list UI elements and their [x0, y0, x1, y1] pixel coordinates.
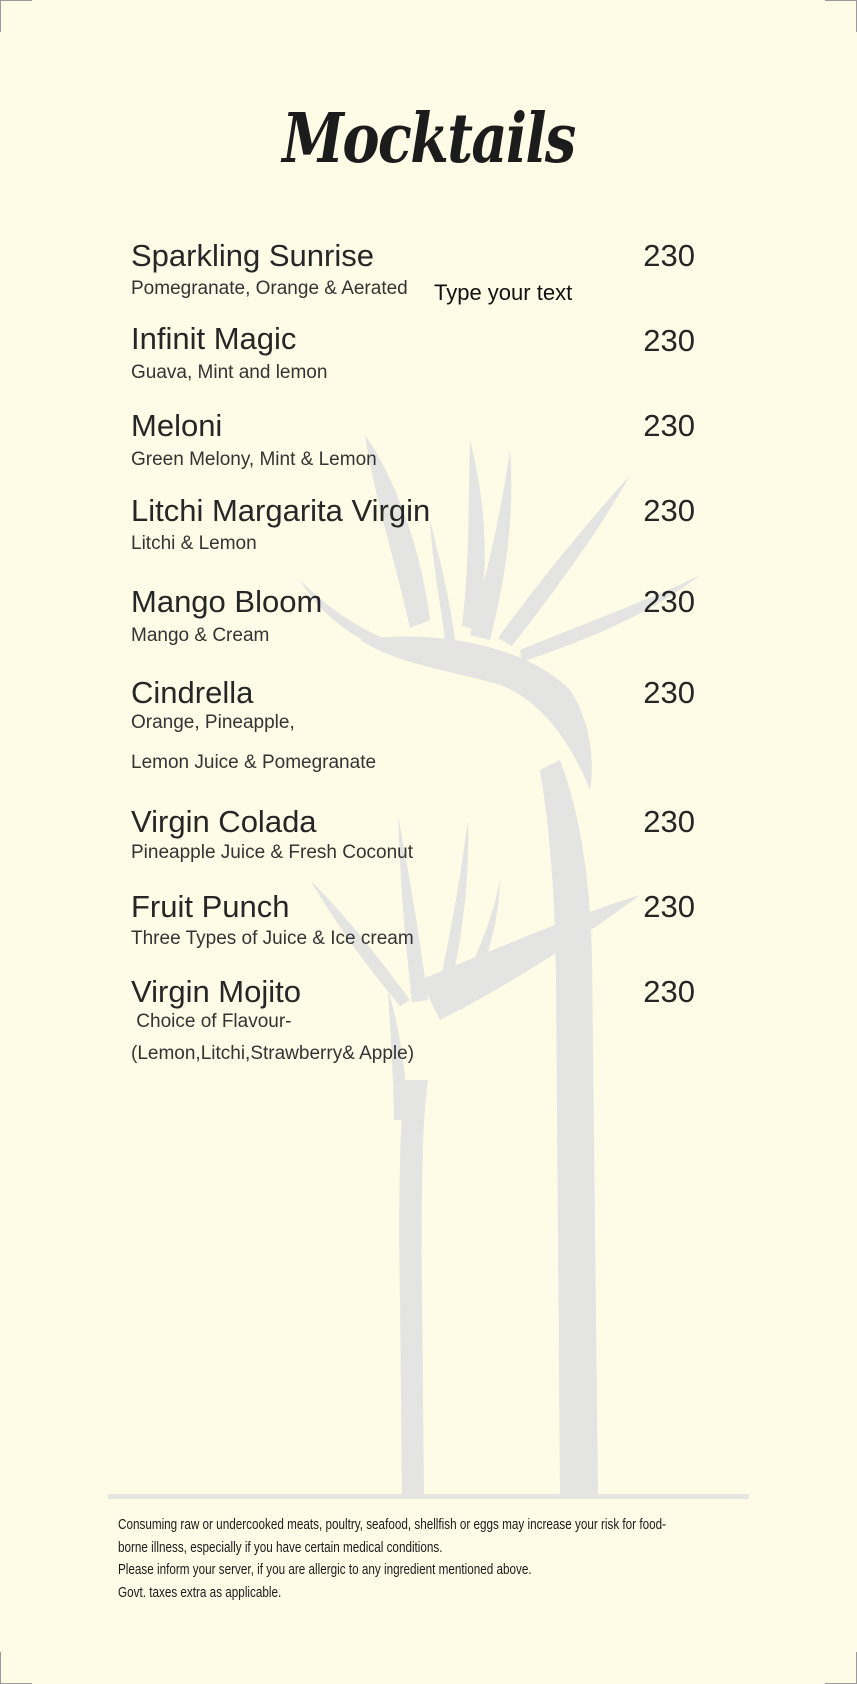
item-name: Virgin Colada	[131, 804, 317, 839]
item-price: 230	[643, 889, 695, 924]
item-description: Guava, Mint and lemon	[131, 362, 328, 383]
disclaimer-line: Please inform your server, if you are allergic to any ingredient mentioned above.	[118, 1561, 532, 1578]
item-price: 230	[643, 493, 695, 528]
menu-item	[131, 586, 695, 646]
item-name: Litchi Margarita Virgin	[131, 493, 431, 528]
item-name: Sparkling Sunrise	[131, 238, 374, 273]
item-name: Fruit Punch	[131, 889, 290, 924]
item-price: 230	[643, 238, 695, 273]
item-name: Mango Bloom	[131, 584, 323, 619]
item-description: (Lemon,Litchi,Strawberry& Apple)	[131, 1043, 415, 1064]
item-description: Mango & Cream	[131, 625, 270, 646]
item-description: Choice of Flavour-	[131, 1011, 292, 1032]
item-price: 230	[643, 974, 695, 1009]
menu-item	[131, 323, 695, 383]
menu-item	[131, 976, 695, 1066]
item-description: Three Types of Juice & Ice cream	[131, 928, 414, 949]
menu-item	[131, 891, 695, 951]
item-description: Pineapple Juice & Fresh Coconut	[131, 842, 413, 863]
item-description: Pomegranate, Orange & Aerated	[131, 278, 408, 299]
item-price: 230	[643, 584, 695, 619]
disclaimer-line: borne illness, especially if you have certain medical conditions.	[118, 1538, 443, 1556]
item-description: Orange, Pineapple,	[131, 712, 295, 733]
placeholder-text-box: Type your text	[434, 280, 573, 305]
footer-disclaimer	[118, 1514, 758, 1604]
disclaimer-line: Consuming raw or undercooked meats, poultry, seafood, shellfish or eggs may increase your risk for food-	[118, 1516, 666, 1533]
item-price: 230	[643, 408, 695, 443]
item-name: Meloni	[131, 408, 223, 443]
item-description: Litchi & Lemon	[131, 533, 257, 554]
menu-item	[131, 410, 695, 470]
item-name: Infinit Magic	[131, 321, 297, 356]
item-name: Cindrella	[131, 675, 254, 710]
item-description: Green Melony, Mint & Lemon	[131, 449, 377, 470]
disclaimer-line: Govt. taxes extra as applicable.	[118, 1583, 282, 1601]
item-description: Lemon Juice & Pomegranate	[131, 752, 377, 773]
item-price: 230	[643, 323, 695, 358]
item-price: 230	[643, 675, 695, 710]
footer-divider	[108, 1494, 749, 1499]
menu-item	[131, 495, 695, 555]
menu-item	[131, 240, 695, 300]
item-name: Virgin Mojito	[131, 974, 302, 1009]
menu-item	[131, 677, 695, 777]
page-title: Mocktails	[282, 99, 575, 179]
menu-item	[131, 806, 695, 866]
item-price: 230	[643, 804, 695, 839]
